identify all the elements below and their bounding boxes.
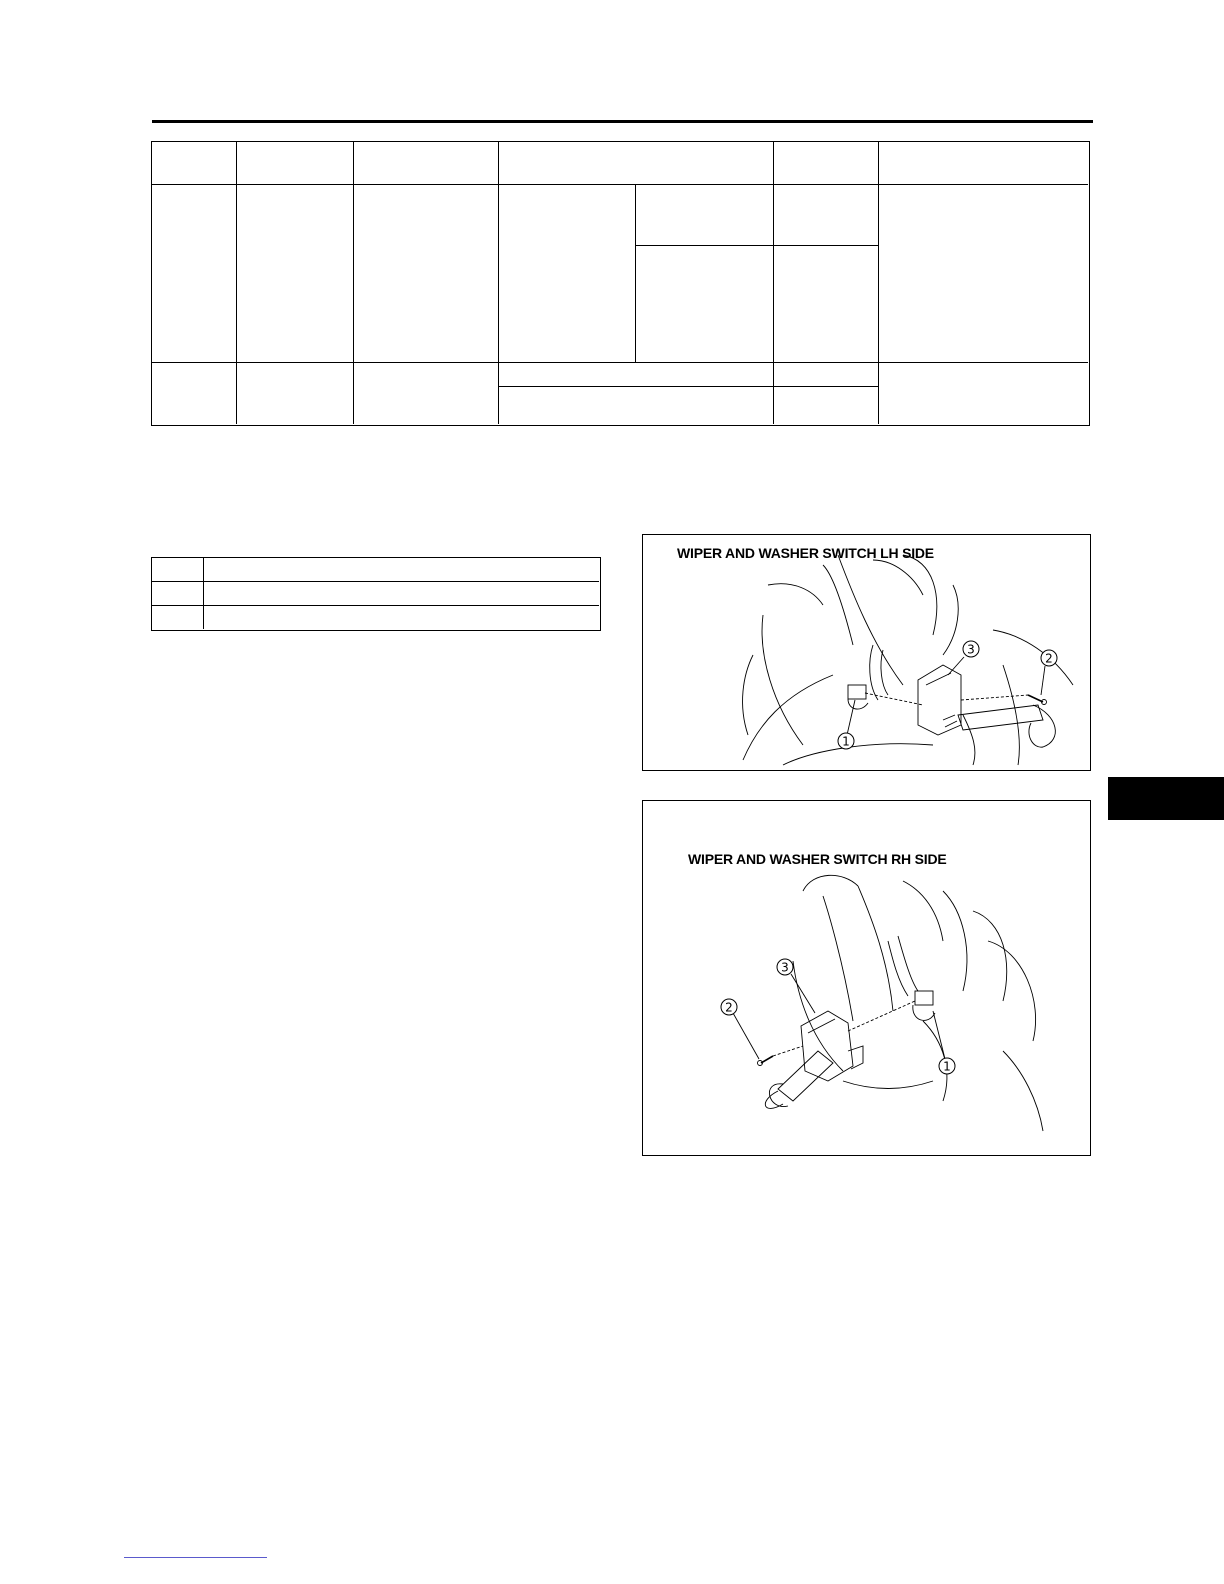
spec-table-header-divider <box>152 184 1088 185</box>
spec-table-col-divider <box>353 142 354 424</box>
figure-lh-title: WIPER AND WASHER SWITCH LH SIDE <box>677 545 934 561</box>
spec-table-col-divider <box>773 142 774 424</box>
parts-table-row-divider <box>152 581 599 582</box>
parts-table <box>151 557 601 631</box>
callout-1-rh-label: 1 <box>943 1059 951 1074</box>
wire-harness <box>870 645 878 700</box>
spec-table-subrow-divider <box>498 386 878 387</box>
wiper-lever <box>958 705 1043 730</box>
callout-1-lh-label: 1 <box>842 734 850 749</box>
spec-table-col-divider <box>878 142 879 424</box>
spec-table-row-divider <box>152 362 1088 363</box>
wiper-lever-rh <box>778 1051 833 1101</box>
callout-2-rh-label: 2 <box>725 1000 733 1015</box>
parts-table-col-divider <box>203 558 204 629</box>
header-rule <box>152 120 1093 123</box>
parts-table-row-divider <box>152 605 599 606</box>
spec-table-subrow-divider <box>635 245 878 246</box>
callout-1-rh <box>939 1058 955 1074</box>
connector-1-rh <box>915 991 933 1005</box>
screw-2-rh <box>761 1056 773 1063</box>
callout-1-lh <box>838 733 854 749</box>
switch-body-3-rh <box>801 1011 853 1081</box>
callout-3-rh-label: 3 <box>781 960 789 975</box>
callout-3-lh <box>963 641 979 657</box>
wire-harness-rh <box>888 941 908 996</box>
figure-lh-side <box>642 534 1091 771</box>
spec-table-col-divider <box>635 184 636 362</box>
callout-2-lh-label: 2 <box>1045 651 1053 666</box>
connector-1 <box>848 685 866 699</box>
screw-2 <box>1028 695 1043 702</box>
figure-lh-illustration <box>643 535 1090 770</box>
spec-table-col-divider <box>498 142 499 424</box>
switch-body-3 <box>918 665 961 735</box>
spec-table <box>151 141 1090 426</box>
figure-rh-illustration <box>643 801 1090 1155</box>
callouts-lh <box>838 641 1057 749</box>
figure-rh-side <box>642 800 1091 1156</box>
callout-3-rh <box>777 959 793 975</box>
section-tab <box>1108 777 1224 820</box>
callout-3-lh-label: 3 <box>967 642 975 657</box>
footer-link-underline[interactable] <box>124 1557 267 1558</box>
spec-table-col-divider <box>236 142 237 424</box>
figure-rh-title: WIPER AND WASHER SWITCH RH SIDE <box>688 851 947 867</box>
steering-wheel-outline <box>743 675 833 760</box>
callout-2-rh <box>721 999 737 1015</box>
callout-2-lh <box>1041 650 1057 666</box>
